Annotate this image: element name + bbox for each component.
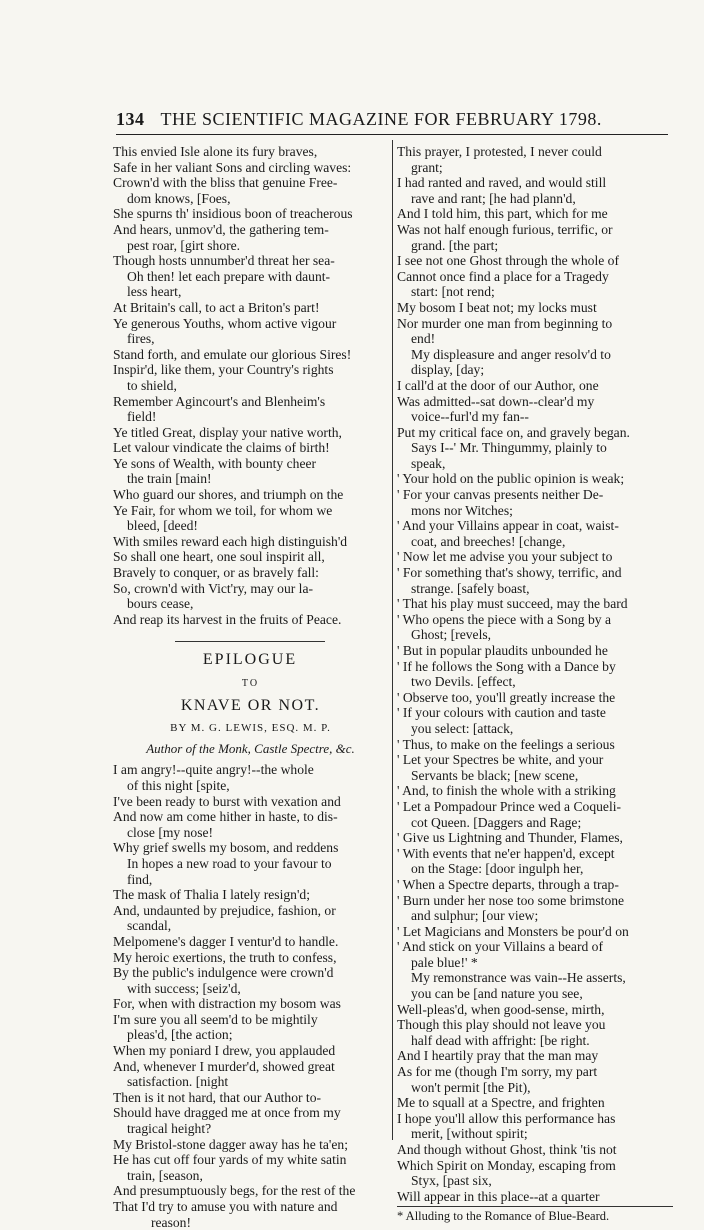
right-column [397, 144, 673, 1225]
poem-line: Though hosts unnumber'd threat her sea- [113, 253, 335, 269]
poem-line: Ye generous Youths, whom active vigour [113, 315, 337, 331]
epilogue-line: The mask of Thalia I lately resign'd; [113, 887, 310, 903]
poem-line: Ye Fair, for whom we toil, for whom we [113, 502, 333, 518]
poem-line: Who guard our shores, and triumph on the [113, 487, 344, 503]
epilogue-line: and sulphur; [our view; [411, 908, 539, 924]
epilogue-line: As for me (though I'm sorry, my part [397, 1064, 598, 1080]
epilogue-line: end! [411, 331, 436, 347]
epilogue-line: Ghost; [revels, [411, 627, 492, 643]
poem-line: With smiles reward each high distinguish'd [113, 533, 348, 549]
epilogue-line: ' When a Spectre departs, through a trap- [397, 876, 619, 892]
epilogue-line: cot Queen. [Daggers and Rage; [411, 814, 582, 830]
epilogue-line: Nor murder one man from beginning to [397, 315, 613, 331]
epilogue-line: ' But in popular plaudits unbounded he [397, 643, 608, 658]
poem-line: bours cease, [127, 596, 194, 612]
epilogue-line: ' And, to finish the whole with a striking [397, 783, 616, 799]
poem-line: And hears, unmov'd, the gathering tem- [113, 221, 329, 237]
epilogue-line: Servants be black; [new scene, [411, 767, 579, 783]
epilogue-line: two Devils. [effect, [411, 674, 516, 690]
epilogue-line: And, whenever I murder'd, showed great [113, 1058, 335, 1074]
epilogue-line: ' If your colours with caution and taste [397, 705, 606, 721]
epilogue-line: voice--furl'd my fan-- [411, 409, 529, 425]
running-header [116, 104, 668, 135]
epilogue-line: I see not one Ghost through the whole of [397, 253, 619, 269]
epilogue-line: find, [127, 871, 153, 887]
epilogue-line: grant; [411, 159, 443, 175]
epilogue-line: grand. [the part; [411, 237, 499, 253]
epilogue-line: My Bristol-stone dagger away has he ta'en; [113, 1136, 348, 1152]
epilogue-line: Was admitted--sat down--clear'd my [397, 393, 595, 409]
epilogue-line: I had ranted and raved, and would still [397, 175, 607, 191]
footnote: * Alluding to the Romance of Blue-Beard. [397, 1206, 673, 1225]
poem-line: Let valour vindicate the claims of birth! [113, 440, 330, 456]
epilogue-line: won't permit [the Pit), [411, 1079, 531, 1095]
epilogue-line: coat, and breeches! [change, [411, 533, 566, 549]
poem-line: fires, [127, 331, 155, 347]
poem-line: This envied Isle alone its fury braves, [113, 144, 318, 159]
epilogue-line: on the Stage: [door ingulph her, [411, 861, 584, 877]
epilogue-line: ' Who opens the piece with a Song by a [397, 611, 611, 627]
epilogue-line: Put my critical face on, and gravely began. [397, 424, 630, 440]
poem-line: She spurns th' insidious boon of treacherous [113, 206, 353, 222]
epilogue-author-note: Author of the Monk, Castle Spectre, &c. [146, 740, 355, 756]
epilogue-line: ' Let Magicians and Monsters be pour'd on [397, 923, 629, 939]
poem-line: Stand forth, and emulate our glorious Sires! [113, 346, 352, 362]
epilogue-line: I'm sure you all seem'd to be mightily [113, 1011, 318, 1027]
epilogue-line: Which Spirit on Monday, escaping from [397, 1157, 616, 1173]
poem-line: Oh then! let each prepare with daunt- [127, 268, 331, 284]
epilogue-line: Will appear in this place--at a quarter [397, 1188, 600, 1204]
poem-line: So, crown'd with Vict'ry, may our la- [113, 580, 314, 596]
epilogue-line: Styx, [past six, [411, 1173, 492, 1189]
epilogue-line: This prayer, I protested, I never could [397, 144, 602, 159]
page-number: 134 [116, 109, 145, 129]
poem-stanza [113, 144, 388, 627]
epilogue-line: Melpomene's dagger I ventur'd to handle. [113, 933, 339, 949]
epilogue-line: merit, [without spirit; [411, 1126, 528, 1142]
poem-line: field! [127, 409, 157, 425]
epilogue-line: ' For something that's showy, terrific, and [397, 565, 622, 581]
poem-line: So shall one heart, one soul inspirit all, [113, 549, 325, 565]
epilogue-line: For, when with distraction my bosom was [113, 996, 341, 1012]
epilogue-line: close [my nose! [127, 824, 214, 840]
epilogue-line: ' And stick on your Villains a beard of [397, 939, 604, 955]
poem-line: Ye titled Great, display your native worth, [113, 424, 342, 440]
epilogue-line: strange. [safely boast, [411, 580, 530, 596]
epilogue-line: And, undaunted by prejudice, fashion, or [113, 902, 336, 918]
running-title: THE SCIENTIFIC MAGAZINE FOR FEBRUARY 1798. [160, 109, 602, 129]
epilogue-line: My heroic exertions, the truth to confess, [113, 949, 337, 965]
epilogue-line: Me to squall at a Spectre, and frighten [397, 1095, 605, 1111]
epilogue-line: ' And your Villains appear in coat, waist- [397, 518, 619, 534]
column-divider [392, 140, 393, 1140]
epilogue-line: reason! [151, 1214, 192, 1230]
epilogue-play-title: KNAVE OR NOT. [180, 696, 321, 714]
epilogue-line: Says I--' Mr. Thingummy, plainly to [411, 440, 607, 456]
epilogue-line: display, [day; [411, 362, 485, 378]
epilogue-text [113, 762, 388, 1230]
epilogue-line: And though without Ghost, think 'tis not [397, 1142, 617, 1157]
epilogue-line: ' Now let me advise you your subject to [397, 549, 613, 565]
epilogue-line: ' For your canvas presents neither De- [397, 487, 604, 503]
epilogue-line: start: [not rend; [411, 284, 495, 300]
epilogue-line: Well-pleas'd, when good-sense, mirth, [397, 1001, 605, 1017]
epilogue-line: My remonstrance was vain--He asserts, [411, 970, 626, 986]
epilogue-line: And I told him, this part, which for me [397, 206, 608, 222]
epilogue-line: My displeasure and anger resolv'd to [411, 346, 611, 362]
epilogue-line: I am angry!--quite angry!--the whole [113, 762, 314, 778]
epilogue-line: Cannot once find a place for a Tragedy [397, 268, 609, 284]
epilogue-line: you select: [attack, [411, 720, 514, 736]
epilogue-line: When my poniard I drew, you applauded [113, 1043, 336, 1059]
epilogue-line: I call'd at the door of our Author, one [397, 377, 599, 393]
epilogue-line: ' Give us Lightning and Thunder, Flames, [397, 830, 623, 846]
poem-line: pest roar, [girt shore. [127, 237, 241, 253]
epilogue-line: ' If he follows the Song with a Dance by [397, 658, 616, 674]
epilogue-line: That I'd try to amuse you with nature and [113, 1199, 338, 1214]
poem-line: Remember Agincourt's and Blenheim's [113, 393, 326, 409]
epilogue-line: pleas'd, [the action; [127, 1027, 233, 1043]
poem-line: Inspir'd, like them, your Country's rights [113, 362, 334, 378]
left-column [113, 144, 388, 1230]
epilogue-line: scandal, [127, 918, 172, 934]
epilogue-line: of this night [spite, [127, 777, 230, 793]
epilogue-line: And presumptuously begs, for the rest of the [113, 1183, 356, 1199]
poem-line: the train [main! [127, 471, 212, 487]
epilogue-line: pale blue!' * [411, 954, 478, 970]
epilogue-line: Should have dragged me at once from my [113, 1105, 341, 1121]
epilogue-line: ' Burn under her nose too some brimstone [397, 892, 625, 908]
epilogue-line: My bosom I beat not; my locks must [397, 299, 597, 315]
poem-line: And reap its harvest in the fruits of Peace. [113, 611, 342, 627]
poem-line: Safe in her valiant Sons and circling waves: [113, 159, 352, 175]
epilogue-byline: BY M. G. LEWIS, ESQ. M. P. [170, 722, 331, 735]
epilogue-line: He has cut off four yards of my white satin [113, 1152, 347, 1168]
epilogue-line: ' Let your Spectres be white, and your [397, 752, 604, 768]
epilogue-line: train, [season, [127, 1167, 203, 1183]
poem-line: dom knows, [Foes, [127, 190, 231, 206]
epilogue-line: speak, [411, 455, 446, 471]
epilogue-line: I've been ready to burst with vexation and [113, 793, 341, 809]
epilogue-line: satisfaction. [night [127, 1074, 229, 1090]
epilogue-line: In hopes a new road to your favour to [127, 855, 332, 871]
epilogue-line: with success; [seiz'd, [127, 980, 241, 996]
epilogue-line: ' Let a Pompadour Prince wed a Coqueli- [397, 798, 622, 814]
epilogue-line: Why grief swells my bosom, and reddens [113, 840, 339, 856]
epilogue-line: ' Thus, to make on the feelings a serious [397, 736, 615, 752]
epilogue-line: ' With events that ne'er happen'd, except [397, 845, 615, 861]
poem-line: to shield, [127, 377, 177, 393]
epilogue-line: Was not half enough furious, terrific, or [397, 221, 613, 237]
epilogue-line: half dead with affright: [be right. [411, 1032, 590, 1048]
poem-line: less heart, [127, 284, 182, 300]
epilogue-line: mons nor Witches; [411, 502, 513, 518]
epilogue-line: I hope you'll allow this performance has [397, 1110, 616, 1126]
epilogue-line: you can be [and nature you see, [411, 986, 583, 1002]
poem-line: Ye sons of Wealth, with bounty cheer [113, 455, 317, 471]
poem-line: Crown'd with the bliss that genuine Free- [113, 175, 338, 191]
epilogue-line: And now am come hither in haste, to dis- [113, 809, 338, 825]
epilogue-line: Though this play should not leave you [397, 1017, 606, 1033]
poem-line: At Britain's call, to act a Briton's part! [113, 299, 320, 315]
epilogue-line: Then is it not hard, that our Author to- [113, 1089, 322, 1105]
poem-line: Bravely to conquer, or as bravely fall: [113, 565, 319, 581]
epilogue-line: ' That his play must succeed, may the bard [397, 596, 628, 612]
epilogue-line: ' Your hold on the public opinion is weak; [397, 471, 625, 487]
epilogue-line: By the public's indulgence were crown'd [113, 965, 334, 981]
poem-line: bleed, [deed! [127, 518, 198, 534]
epilogue-line: ' Observe too, you'll greatly increase the [397, 689, 616, 705]
epilogue-title: EPILOGUE [175, 641, 325, 668]
epilogue-line: And I heartily pray that the man may [397, 1048, 599, 1064]
epilogue-line: rave and rant; [he had plann'd, [411, 190, 576, 206]
epilogue-to: TO [241, 678, 260, 689]
epilogue-line: tragical height? [127, 1121, 212, 1137]
